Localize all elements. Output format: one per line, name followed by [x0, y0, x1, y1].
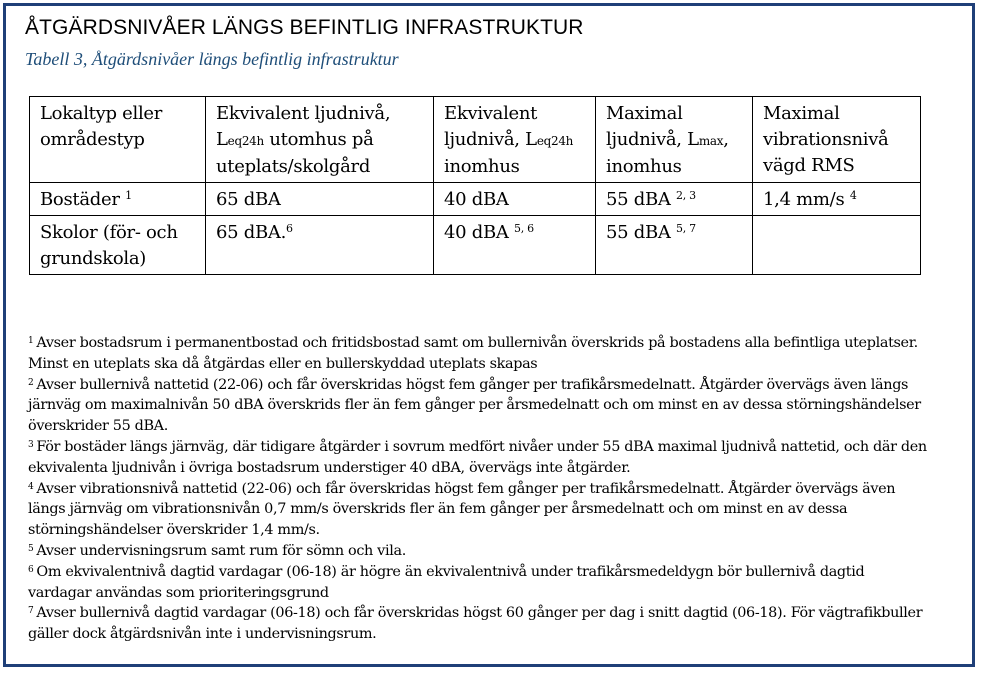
- cell-outdoor-level: 65 dBA: [206, 183, 434, 216]
- cell-area-type: Bostäder $^1$: [30, 183, 206, 216]
- footnote: $^5$ Avser undervisningsrum samt rum för sömn och vila.: [28, 542, 406, 559]
- footnote: $^3$ För bostäder längs järnväg, där tidigare åtgärder i sovrum medfört nivåer under 55 dBA maximal ljudnivå nattetid, och där den ekvivalenta ljudnivån i övriga bostadsrum understiger 40 dBA, övervägs inte åtgärder.: [28, 438, 927, 476]
- footnote: $^4$ Avser vibrationsnivå nattetid (22-06) och får överskridas högst fem gånger per trafikårsmedelnatt. Åtgärder övervägs även längs järnväg om vibrationsnivån 0,7 mm/s överskrids fler än fem gånger per årsmedelnatt och om minst en av dessa störningshändelser överskrider 1,4 mm/s.: [28, 480, 896, 539]
- footnotes: [28, 333, 928, 645]
- table-header-row: [30, 97, 921, 183]
- table-caption: Tabell 3, Åtgärdsnivåer längs befintlig infrastruktur: [25, 49, 399, 69]
- header-indoor-level: Ekvivalent ljudnivå, Leq24h inomhus: [434, 97, 596, 183]
- cell-max-level: 55 dBA $^{5, 7}$: [596, 216, 753, 275]
- header-outdoor-level: Ekvivalent ljudnivå, Leq24h utomhus på uteplats/skolgård: [206, 97, 434, 183]
- footnote: $^2$ Avser bullernivå nattetid (22-06) och får överskridas högst fem gånger per trafikårsmedelnatt. Åtgärder övervägs även längs järnväg om maximalnivån 50 dBA överskrids fler än fem gånger per årsmedelnatt och om minst en av dessa störningshändelser överskrider 55 dBA.: [28, 376, 921, 435]
- cell-vibration-level: [753, 216, 921, 275]
- cell-indoor-level: 40 dBA: [434, 183, 596, 216]
- cell-max-level: 55 dBA $^{2, 3}$: [596, 183, 753, 216]
- header-vibration-level: Maximal vibrationsnivå vägd RMS: [753, 97, 921, 183]
- footnote: $^6$ Om ekvivalentnivå dagtid vardagar (06-18) är högre än ekvivalentnivå under trafikårsmedeldygn bör bullernivå dagtid vardagar användas som prioriteringsgrund: [28, 563, 865, 601]
- cell-indoor-level: 40 dBA $^{5, 6}$: [434, 216, 596, 275]
- header-area-type: Lokaltyp eller områdestyp: [30, 97, 206, 183]
- cell-outdoor-level: 65 dBA.$^6$: [206, 216, 434, 275]
- footnote: $^1$ Avser bostadsrum i permanentbostad och fritidsbostad samt om bullernivån överskrids på bostadens alla befintliga uteplatser. Minst en uteplats ska då åtgärdas eller en bullerskyddad uteplats skapas: [28, 335, 918, 372]
- cell-vibration-level: 1,4 mm/s $^4$: [753, 183, 921, 216]
- table-row: [30, 183, 921, 216]
- table-row: [30, 216, 921, 275]
- header-max-level: Maximal ljudnivå, Lmax, inomhus: [596, 97, 753, 183]
- document-heading: ÅTGÄRDSNIVÅER LÄNGS BEFINTLIG INFRASTRUKTUR: [25, 16, 584, 39]
- cell-area-type: Skolor (för- och grundskola): [30, 216, 206, 275]
- action-levels-table: [29, 96, 921, 275]
- footnote: $^7$ Avser bullernivå dagtid vardagar (06-18) och får överskridas högst 60 gånger per dag i snitt dagtid (06-18). För vägtrafikbuller gäller dock åtgärdsnivån inte i undervisningsrum.: [28, 605, 923, 643]
